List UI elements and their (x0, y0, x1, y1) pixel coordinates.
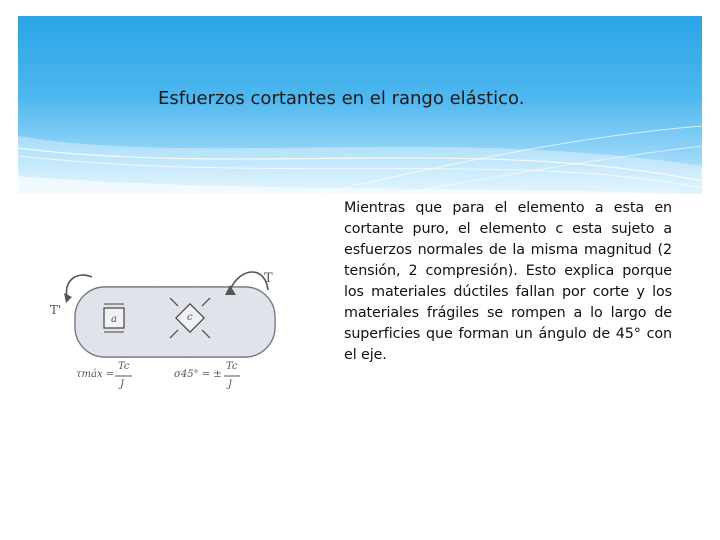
torque-label-right: T (264, 271, 273, 286)
element-c-label: c (187, 312, 193, 323)
shaft-torsion-figure (40, 255, 290, 405)
formula-right-lhs: σ45° = ± (174, 369, 222, 380)
formula-left-numerator: Tc (118, 361, 130, 372)
formula-left-denominator: J (120, 379, 125, 390)
body-paragraph: Mientras que para el elemento a esta en cortante puro, el elemento c esta sujeto a esfuerzos normales de la misma magnitud (2 tensión, 2 compresión). Esto explica porque los materiales dúctiles fallan por corte y los materiales frágiles se rompen a lo largo de superficies que forman un ángulo de 45° con el eje. (344, 200, 672, 363)
formula-right-denominator: J (228, 379, 233, 390)
torque-label-left: T' (50, 303, 62, 317)
slide-title: Esfuerzos cortantes en el rango elástico. (158, 88, 525, 109)
formula-left-lhs: τmáx = (76, 369, 115, 380)
formula-right-numerator: Tc (226, 361, 238, 372)
shaft-diagram (40, 255, 290, 405)
element-a-label: a (111, 314, 117, 325)
